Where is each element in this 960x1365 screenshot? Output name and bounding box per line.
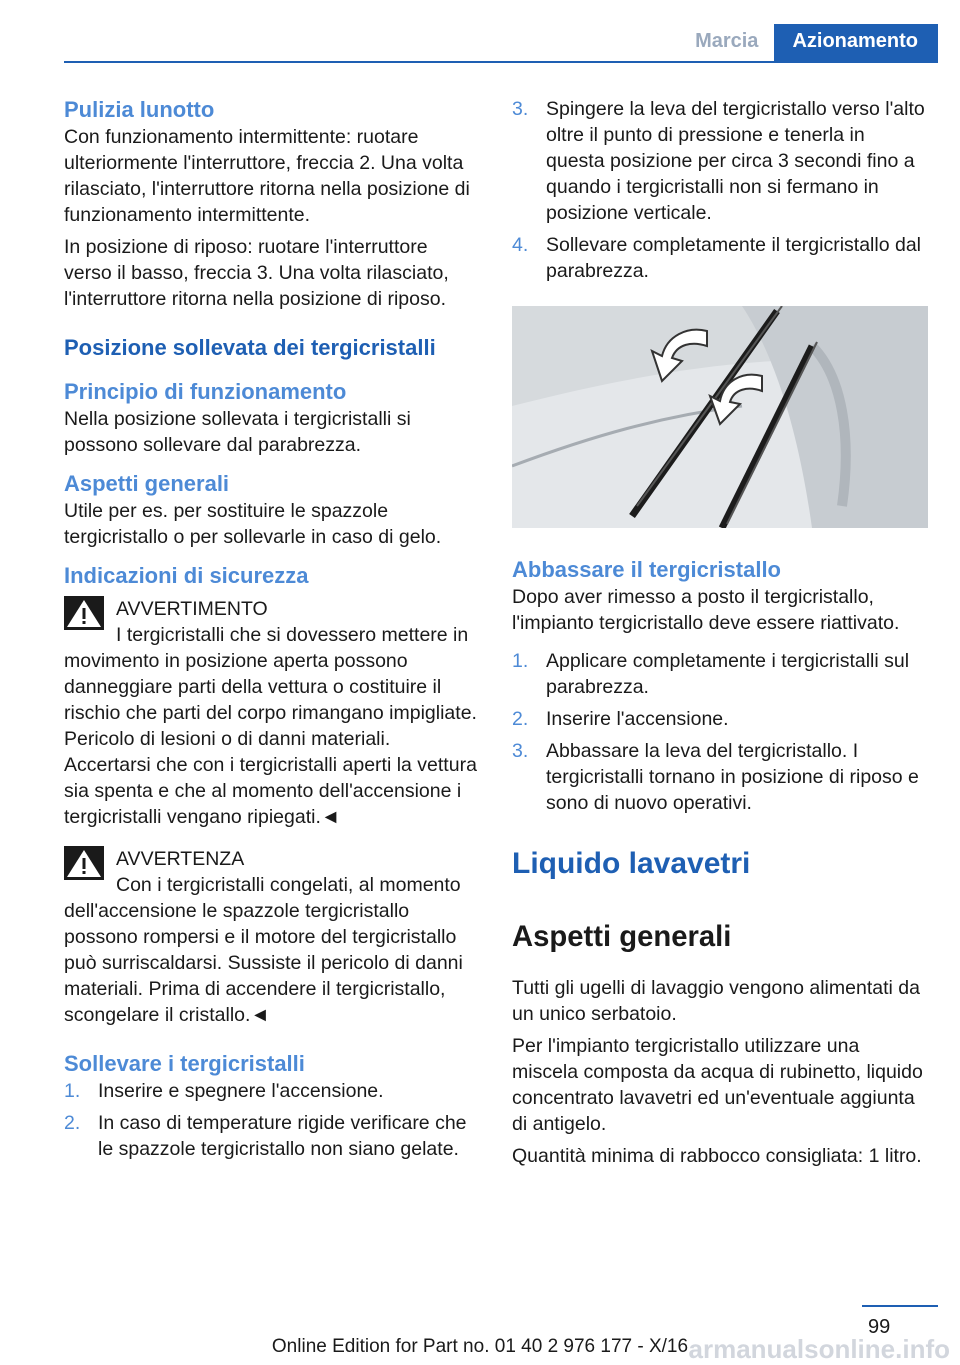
steps-list: [512, 648, 928, 816]
section-title-indicazioni: Indicazioni di sicurezza: [64, 563, 309, 588]
warning-heading: AVVERTIMENTO: [116, 598, 268, 620]
footer-divider: [862, 1305, 938, 1307]
list-item: [64, 1078, 478, 1104]
step-text: Inserire l'accensione.: [546, 708, 729, 730]
list-item: [512, 738, 928, 816]
wiper-illustration: [512, 306, 928, 528]
step-number: 1.: [512, 650, 529, 672]
watermark: armanualsonline.info: [688, 1334, 950, 1364]
warning-block: [64, 846, 478, 1028]
list-item: [512, 232, 928, 284]
warning-block: [64, 596, 478, 830]
warning-text: [64, 872, 478, 1028]
paragraph: Nella posizione sollevata i tergicristalli si possono sollevare dal parabrezza.: [64, 408, 411, 456]
paragraph: Quantità minima di rabbocco consigliata: 1 litro.: [512, 1144, 922, 1167]
section-title-pulizia: Pulizia lunotto: [64, 97, 215, 122]
warning-triangle-icon: [64, 846, 104, 880]
step-text: Sollevare completamente il tergicristallo dal parabrezza.: [546, 234, 922, 282]
tab-azionamento[interactable]: Azionamento: [774, 24, 938, 62]
paragraph: Tutti gli ugelli di lavaggio vengono alimentati da un unico serbatoio.: [512, 976, 920, 1025]
steps-list: [64, 1078, 478, 1162]
step-number: 3.: [512, 740, 529, 762]
section-title-liquido-aspetti: Aspetti generali: [512, 921, 732, 954]
list-item: [512, 706, 928, 732]
tab-marcia[interactable]: Marcia: [679, 24, 774, 62]
step-text: Applicare completamente i tergicristalli sul parabrezza.: [546, 650, 910, 698]
list-item: [64, 1110, 478, 1162]
warning-text: [64, 622, 478, 830]
paragraph: Utile per es. per sostituire le spazzole tergicristallo o per sollevarle in caso di gelo.: [64, 500, 442, 548]
right-column: [512, 96, 928, 1175]
list-item: [512, 648, 928, 700]
wiper-illustration-drawing: [512, 306, 928, 528]
paragraph: In posizione di riposo: ruotare l'interruttore verso il basso, freccia 3. Una volta rilasciato, l'interruttore ritorna nella posizione di riposo.: [64, 236, 449, 310]
step-text: Inserire e spegnere l'accensione.: [98, 1080, 384, 1102]
edition-note: Online Edition for Part no. 01 40 2 976 177 - X/16: [271, 1336, 689, 1357]
warning-heading: AVVERTENZA: [116, 848, 245, 870]
warning-text-content: Con i tergicristalli congelati, al momento dell'accensione le spazzole tergicristallo possono rompersi e il motore del tergicristallo può surriscaldarsi. Sussiste il pericolo di danni materiali. Prima di accendere il tergicristallo, scongelare il cristallo.◄: [64, 874, 463, 1026]
step-number: 3.: [512, 98, 529, 120]
section-title-sollevare: Sollevare i tergicristalli: [64, 1051, 305, 1076]
chapter-title-liquido: Liquido lavavetri: [512, 847, 751, 880]
left-column: [64, 96, 478, 1168]
step-number: 4.: [512, 234, 529, 256]
section-title-principio: Principio di funzionamento: [64, 379, 347, 404]
header-tabs: [679, 24, 938, 62]
warning-text-content: I tergicristalli che si dovessero mettere in movimento in posizione aperta possono danneggiare parti della vettura o costituire il rischio che parti del corpo rimangano impigliate. Pericolo di lesioni o di danni materiali. Accertarsi che con i tergicristalli aperti la vettura sia spenta e che al momento dell'accensione i tergicristalli vengano ripiegati.◄: [64, 624, 477, 828]
section-title-aspetti: Aspetti generali: [64, 471, 230, 496]
header-divider: [64, 61, 938, 63]
step-number: 1.: [64, 1080, 81, 1102]
list-item: [512, 96, 928, 226]
section-title-abbassare: Abbassare il tergicristallo: [512, 557, 781, 582]
step-text: In caso di temperature rigide verificare che le spazzole tergicristallo non siano gelate.: [98, 1112, 467, 1160]
page-number: 99: [868, 1316, 891, 1338]
paragraph: Dopo aver rimesso a posto il tergicristallo, l'impianto tergicristallo deve essere riattivato.: [512, 586, 900, 634]
step-number: 2.: [512, 708, 529, 730]
step-number: 2.: [64, 1112, 81, 1134]
paragraph: Per l'impianto tergicristallo utilizzare una miscela composta da acqua di rubinetto, liquido concentrato lavavetri ed un'eventuale aggiunta di antigelo.: [512, 1034, 923, 1135]
section-title-posizione: Posizione sollevata dei tergicristalli: [64, 335, 436, 360]
steps-list: [512, 96, 928, 284]
step-text: Spingere la leva del tergicristallo verso l'alto oltre il punto di pressione e tenerla in questa posizione per circa 3 secondi fino a quando i tergicristalli non si fermano in posizione verticale.: [546, 98, 925, 224]
step-text: Abbassare la leva del tergicristallo. I tergicristalli tornano in posizione di riposo e sono di nuovo operativi.: [546, 740, 919, 814]
paragraph: Con funzionamento intermittente: ruotare ulteriormente l'interruttore, freccia 2. Una volta rilasciato, l'interruttore ritorna nella posizione di funzionamento intermittente.: [64, 126, 470, 226]
warning-triangle-icon: [64, 596, 104, 630]
